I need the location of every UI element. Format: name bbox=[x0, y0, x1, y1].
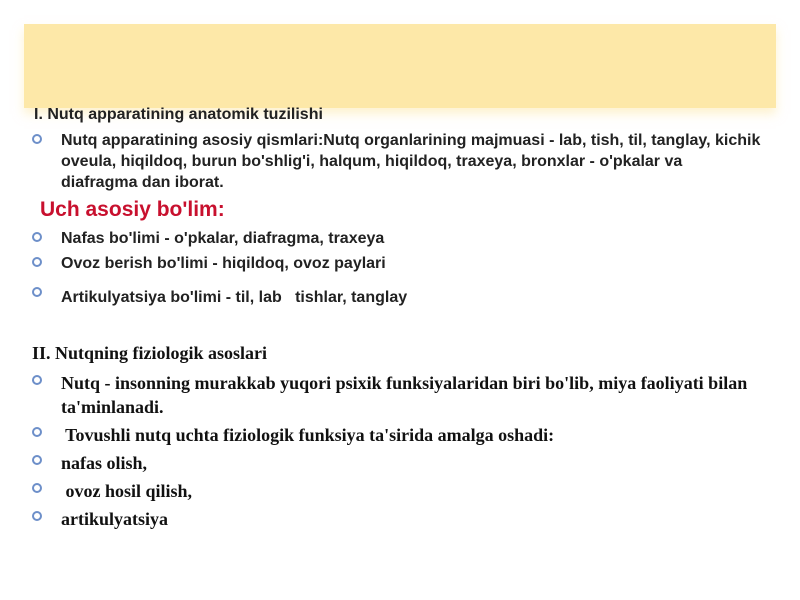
bullet-icon bbox=[32, 134, 42, 144]
bullet-text: ovoz hosil qilish, bbox=[61, 481, 193, 501]
bullet-text: Artikulyatsiya bo'limi - til, lab tishlar, tanglay bbox=[61, 289, 408, 306]
bullet-icon bbox=[32, 232, 42, 242]
bullet-text: Nutq - insonning murakkab yuqori psixik funksiyalaridan biri bo'lib, miya faoliyati bilan ta'minlanadi. bbox=[61, 373, 748, 417]
bullet-text: artikulyatsiya bbox=[61, 509, 169, 529]
bullet-icon bbox=[32, 257, 42, 267]
bullet-text: Tovushli nutq uchta fiziologik funksiya ta'sirida amalga oshadi: bbox=[61, 425, 555, 445]
bullet-icon bbox=[32, 427, 42, 437]
bullet-icon bbox=[32, 455, 42, 465]
bullet-text: Nutq apparatining asosiy qismlari:Nutq organlarining majmuasi - lab, tish, til, tanglay, kichik oveula, hiqildoq, burun bo'shlig'i, halqum, hiqildoq, traxeya, bronxlar - o'pkalar va diafragma dan iborat. bbox=[61, 132, 761, 191]
bullet-text: Ovoz berish bo'limi - hiqildoq, ovoz paylari bbox=[61, 255, 386, 272]
bullet-icon bbox=[32, 511, 42, 521]
bullet-text: Nafas bo'limi - o'pkalar, diafragma, traxeya bbox=[61, 230, 385, 247]
section2-heading: II. Nutqning fiziologik asoslari bbox=[32, 343, 268, 363]
bullet-icon bbox=[32, 483, 42, 493]
bullet-icon bbox=[32, 287, 42, 297]
title-band bbox=[24, 24, 776, 108]
bullet-icon bbox=[32, 375, 42, 385]
bullet-text: nafas olish, bbox=[61, 453, 148, 473]
section1-heading: I. Nutq apparatining anatomik tuzilishi bbox=[34, 106, 323, 123]
subheading-red: Uch asosiy bo'lim: bbox=[40, 198, 225, 221]
